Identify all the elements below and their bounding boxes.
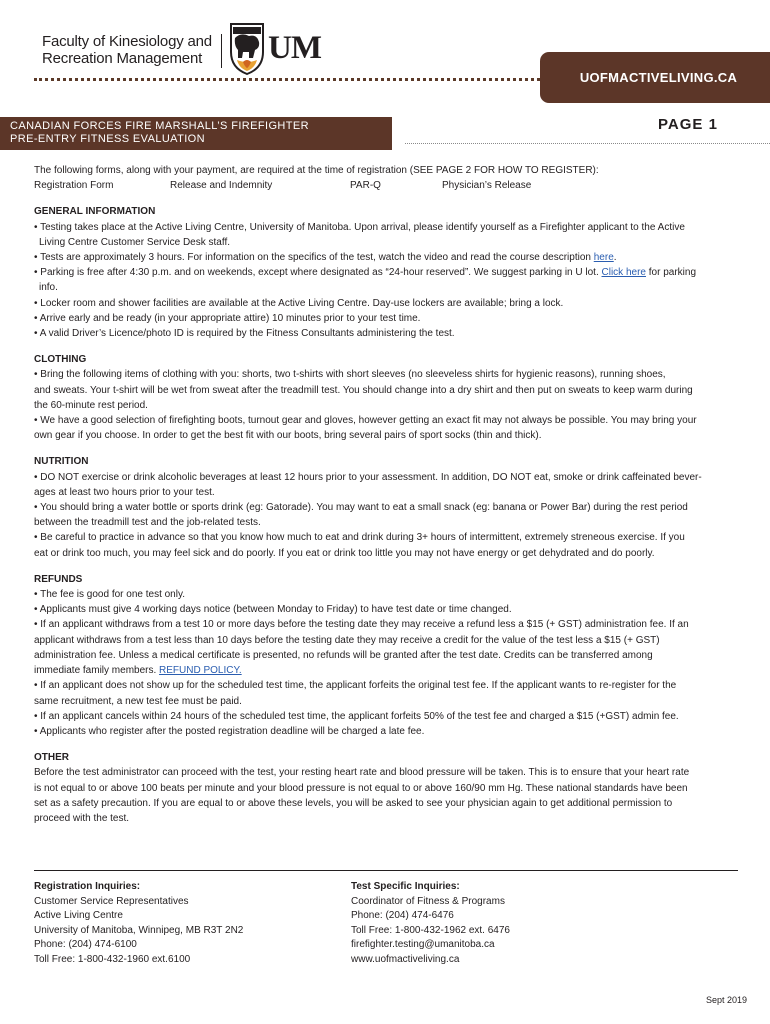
other-line: Before the test administrator can proceed with the test, your resting heart rate and blood pressure will be taken. This is to ensure that your heart rate (34, 767, 690, 779)
banner-line1: CANADIAN FORCES FIRE MARSHALL’S FIREFIGHTER (10, 120, 309, 132)
logo-divider (221, 34, 222, 68)
refunds-line: • The fee is good for one test only. (34, 589, 186, 601)
general-bullet (34, 250, 740, 265)
refunds-line: • If an applicant cancels within 24 hours of the scheduled test time, the applicant forfeits 50% of the test fee and charged a $15 (+GST) admin fee. (34, 710, 679, 722)
title-dotted-rule (405, 143, 770, 144)
faculty-name-line1: Faculty of Kinesiology and (42, 33, 212, 50)
form-registration: Registration Form (34, 180, 114, 192)
refunds-line: • If an applicant does not show up for the scheduled test time, the applicant forfeits the original test fee. If the applicant wants to re-register for the (34, 680, 677, 692)
contact-email[interactable]: firefighter.testing@umanitoba.ca (351, 939, 495, 951)
general-bullet (34, 265, 740, 280)
contact-line: Customer Service Representatives (34, 895, 189, 907)
clothing-line: the 60-minute rest period. (34, 399, 148, 411)
general-bullet-cont: info. (39, 282, 58, 294)
general-bullet-text: • Tests are approximately 3 hours. For information on the specifics of the test, watch the video and read the course description (34, 252, 594, 264)
other-heading: OTHER (34, 752, 69, 764)
refunds-line: applicant withdraws from a test less than 10 days before the testing date they may receive a credit for the value of the test less a $15 (+ GST) (34, 634, 660, 646)
refunds-line: administration fee. Unless a medical certificate is presented, no refunds will be granted after the test date. Credits can be transferred among (34, 649, 653, 661)
contact-phone: Phone: (204) 474-6476 (351, 910, 454, 922)
refunds-line: • Applicants who register after the posted registration deadline will be charged a late fee. (34, 725, 425, 737)
form-physician-release: Physician’s Release (442, 180, 532, 192)
refunds-line: • Applicants must give 4 working days notice (between Monday to Friday) to have test date or time changed. (34, 604, 512, 616)
header-dotted-rule (34, 78, 540, 81)
page-number-label: PAGE 1 (658, 116, 718, 133)
other-line: set as a safety precaution. If you are equal to or above these levels, you will be asked to see your physician again to get additional permission to (34, 797, 673, 809)
general-bullet: • Locker room and shower facilities are available at the Active Living Centre. Day-use lockers are available; bring a lock. (34, 297, 564, 309)
refund-policy-link[interactable]: REFUND POLICY. (159, 665, 242, 677)
parking-info-link[interactable]: Click here (601, 267, 646, 279)
general-bullet: • Arrive early and be ready (in your appropriate attire) 10 minutes prior to your test time. (34, 312, 421, 324)
general-bullet-text: for parking (645, 267, 697, 279)
general-info-heading: GENERAL INFORMATION (34, 206, 156, 218)
clothing-heading: CLOTHING (34, 354, 87, 366)
clothing-line: and sweats. Your t-shirt will be wet from sweat after the treadmill test. You should change into a dry shirt and then put on sweats to keep warm during (34, 384, 693, 396)
other-line: proceed with the test. (34, 812, 130, 824)
faculty-name-line2: Recreation Management (42, 50, 203, 67)
refunds-line: • If an applicant withdraws from a test 10 or more days before the testing date they may receive a refund less a $15 (+ GST) administration fee. If an (34, 619, 689, 631)
faculty-name (42, 33, 212, 67)
revision-date: Sept 2019 (706, 995, 748, 1005)
banner-line2: PRE-ENTRY FITNESS EVALUATION (10, 133, 205, 145)
contact-toll-free: Toll Free: 1-800-432-1960 ext.6100 (34, 953, 191, 965)
intro-text: The following forms, along with your payment, are required at the time of registration (SEE PAGE 2 FOR HOW TO REGISTER): (34, 165, 599, 176)
refunds-line (34, 663, 740, 678)
refunds-line: same recruitment, a new test fee must be paid. (34, 695, 242, 707)
website-url-tab[interactable]: UOFMACTIVELIVING.CA (540, 52, 770, 103)
test-inquiries-block (351, 880, 510, 968)
contact-line: Active Living Centre (34, 910, 123, 922)
bison-crest-icon (229, 18, 265, 76)
registration-inquiries-heading: Registration Inquiries: (34, 881, 141, 892)
contact-line: Coordinator of Fitness & Programs (351, 895, 505, 907)
general-bullet-text: . (613, 252, 617, 264)
contact-phone: Phone: (204) 474-6100 (34, 939, 137, 951)
nutrition-line: • You should bring a water bottle or sports drink (eg: Gatorade). You may want to eat a small snack (eg: banana or Power Bar) during the rest period (34, 502, 688, 514)
contact-toll-free: Toll Free: 1-800-432-1962 ext. 6476 (351, 924, 510, 936)
course-description-link[interactable]: here (593, 252, 614, 264)
contacts-divider (34, 870, 738, 871)
um-logo-text: UM (268, 30, 321, 66)
test-inquiries-heading: Test Specific Inquiries: (351, 881, 460, 892)
general-bullet: • Testing takes place at the Active Living Centre, University of Manitoba. Upon arrival, please identify yourself as a Firefighter applicant to the Active (34, 221, 685, 233)
clothing-line: • Bring the following items of clothing with you: shorts, two t-shirts with short sleeves (no sleeveless shirts for hygienic reasons), running shoes, (34, 369, 666, 381)
clothing-line: own gear if you choose. In order to get the best fit with our boots, bring several pairs of sport socks (thin and thick). (34, 430, 542, 442)
required-forms-list (34, 178, 740, 193)
nutrition-line: • DO NOT exercise or drink alcoholic beverages at least 12 hours prior to your assessment. In addition, DO NOT eat, smoke or drink caffeinated bever- (34, 471, 702, 483)
form-release: Release and Indemnity (170, 180, 273, 192)
refunds-line-text: immediate family members. (34, 665, 160, 677)
general-bullet-cont: Living Centre Customer Service Desk staff. (39, 236, 231, 248)
refunds-heading: REFUNDS (34, 573, 83, 585)
nutrition-heading: NUTRITION (34, 456, 89, 468)
registration-inquiries-block (34, 880, 243, 968)
general-bullet: • A valid Driver’s Licence/photo ID is required by the Fitness Consultants administering the test. (34, 328, 455, 340)
nutrition-line: • Be careful to practice in advance so that you know how much to eat and drink during 3+ hours of intermittent, extremely streneous exercise. If you (34, 532, 685, 544)
other-line: is not equal to or above 100 beats per minute and your blood pressure is not equal to or above 160/90 mm Hg. These national standards have been (34, 782, 688, 794)
form-parq: PAR-Q (350, 180, 381, 192)
document-body (34, 163, 740, 826)
nutrition-line: between the treadmill test and the job-related tests. (34, 517, 261, 529)
document-title-banner (0, 117, 392, 150)
clothing-line: • We have a good selection of firefighting boots, turnout gear and gloves, however getting an exact fit may not always be possible. You may bring your (34, 415, 697, 427)
general-bullet-text: • Parking is free after 4:30 p.m. and on weekends, except where designated as “24-hour reserved”. We suggest parking in U lot. (34, 267, 602, 279)
nutrition-line: ages at least two hours prior to your test. (34, 486, 215, 498)
contact-line: University of Manitoba, Winnipeg, MB R3T 2N2 (34, 924, 244, 936)
nutrition-line: eat or drink too much, you may feel sick and do poorly. If you eat or drink too little you may not have energy or get dehydrated and do poorly. (34, 547, 655, 559)
contact-website[interactable]: www.uofmactiveliving.ca (351, 953, 460, 965)
